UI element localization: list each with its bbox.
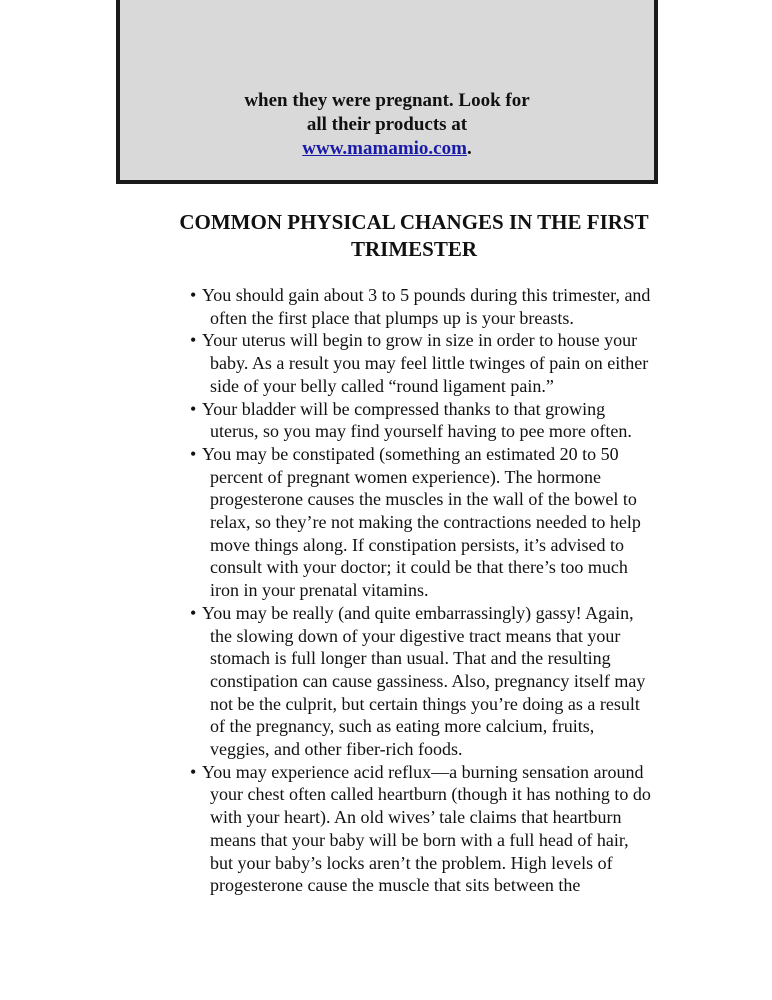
bullet-text-line: move things along. If constipation persists, it’s advised to	[210, 534, 624, 555]
bullet-text-line: side of your belly called “round ligament pain.”	[210, 375, 554, 396]
bullet-text: Your uterus will begin to grow in size in order to house your	[202, 330, 638, 351]
bullet-text-line: uterus, so you may find yourself having to pee more often.	[210, 421, 632, 442]
bullet-text-line: often the first place that plumps up is your breasts.	[210, 307, 574, 328]
bullet-text-line: percent of pregnant women experience). The hormone	[210, 466, 601, 487]
bullet-dot: •	[190, 761, 197, 782]
bullet-dot: •	[190, 330, 197, 351]
list-item	[190, 329, 690, 397]
bullet-text-line	[190, 398, 690, 421]
bullet-text-line: but your baby’s locks aren’t the problem. High levels of	[210, 852, 613, 873]
list-item	[190, 602, 690, 761]
bullet-text-line	[190, 284, 690, 307]
bullet-text-line: with your heart). An old wives’ tale claims that heartburn	[210, 807, 622, 828]
bullet-dot: •	[190, 285, 197, 305]
bullet-text-line: not be the culprit, but certain things you’re doing as a result	[210, 693, 640, 714]
callout-line: when they were pregnant. Look for	[244, 90, 530, 111]
bullet-text-line: iron in your prenatal vitamins.	[210, 580, 429, 601]
bullet-text: You should gain about 3 to 5 pounds during this trimester, and	[202, 285, 651, 305]
list-item	[190, 443, 690, 602]
bullet-text-line: progesterone cause the muscle that sits between the	[210, 875, 581, 896]
bullet-text-line: relax, so they’re not making the contractions needed to help	[210, 512, 641, 533]
bullet-text-line: progesterone causes the muscles in the wall of the bowel to	[210, 489, 637, 510]
list-item	[190, 398, 690, 443]
bullet-text-line: veggies, and other fiber-rich foods.	[210, 739, 463, 760]
bullet-text-line	[190, 443, 690, 466]
list-item	[190, 284, 690, 329]
section-heading-line: COMMON PHYSICAL CHANGES IN THE FIRST	[179, 210, 649, 234]
bullet-text: You may be constipated (something an estimated 20 to 50	[202, 443, 619, 464]
bullet-text-line: stomach is full longer than usual. That and the resulting	[210, 648, 611, 669]
physical-changes-list	[190, 284, 690, 897]
bullet-text-line: consult with your doctor; it could be that there’s too much	[210, 557, 628, 578]
bullet-text-line: your chest often called heartburn (though it has nothing to do	[210, 784, 651, 805]
bullet-text-line: the slowing down of your digestive tract means that your	[210, 625, 621, 646]
bullet-text-line: means that your baby will be born with a full head of hair,	[210, 829, 629, 850]
mamamio-link[interactable]: www.mamamio.com	[302, 138, 467, 159]
bullet-text: Your bladder will be compressed thanks to that growing	[202, 398, 606, 419]
list-item	[190, 761, 690, 897]
bullet-dot: •	[190, 443, 197, 464]
bullet-text-line	[190, 602, 690, 625]
callout-link-suffix: .	[466, 138, 472, 159]
bullet-text-line	[190, 329, 690, 352]
bullet-text: You may experience acid reflux—a burning sensation around	[202, 761, 644, 782]
bullet-dot: •	[190, 398, 197, 419]
section-heading	[150, 209, 678, 263]
callout-line: all their products at	[306, 114, 468, 135]
bullet-text-line: constipation can cause gassiness. Also, pregnancy itself may	[210, 670, 646, 691]
bullet-text-line: baby. As a result you may feel little twinges of pain on either	[210, 353, 649, 374]
sidebar-callout-box	[116, 0, 658, 184]
bullet-text-line	[190, 761, 690, 784]
callout-text	[120, 89, 654, 161]
callout-link-line	[120, 137, 654, 161]
bullet-text-line: of the pregnancy, such as eating more calcium, fruits,	[210, 716, 595, 737]
bullet-dot: •	[190, 602, 197, 623]
section-heading-line: TRIMESTER	[350, 237, 478, 261]
bullet-text: You may be really (and quite embarrassingly) gassy! Again,	[202, 602, 634, 623]
